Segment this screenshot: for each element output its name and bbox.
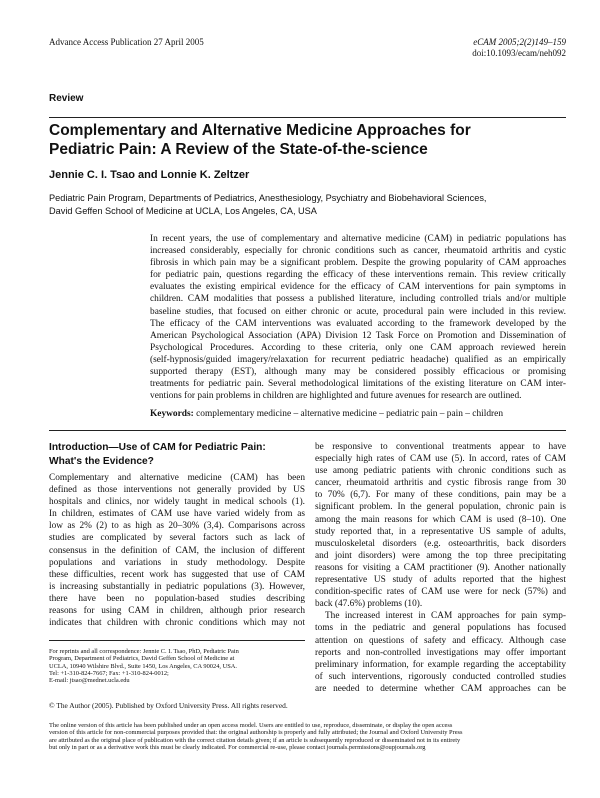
text-line: fibrosis in which pain may be a significant problem. Despite the growing popularity of CAM approaches [150,258,566,269]
text-line: study reported that, in a representative US sample of adults, [315,526,566,537]
text-line: cancer, rheumatoid arthritis and cystic fibrosis range from 30 [315,478,566,489]
text-line: among the main reasons for which CAM is used (8–10). One [315,514,566,525]
text-line: Psychological Procedures. According to these criteria, only one CAM approach reviewed herein [150,342,566,353]
text-line: The increased interest in CAM approaches for pain symp- [325,611,566,622]
text-line: increased considerably, especially for chronic conditions such as cancer, rheumatoid arthritis and cystic [150,246,566,257]
text-line: Tel: +1-310-824-7667; Fax: +1-310-824-0012; [49,669,169,677]
text-line: reasons for using CAM in children, although prior research [49,606,305,617]
keywords [150,409,503,419]
text-line: but only in part or as a derivative work this must be clearly indicated. For commercial re-use, please contact journals.permissions@oupjournals.org [49,743,426,751]
right-column-text [315,441,566,695]
heading-line: Introduction—Use of CAM for Pediatric Pain: [49,442,266,453]
text-line: For reprints and all correspondence: Jennie C. I. Tsao, PhD, Pediatric Pain [49,648,239,655]
authors: Jennie C. I. Tsao and Lonnie K. Zeltzer [49,169,250,181]
text-line: Program, Department of Pediatrics, David Geffen School of Medicine at [49,655,235,663]
keywords-label: Keywords: [150,409,194,419]
footnote-rule [49,640,305,641]
text-line: version of this article for non-commercial purposes provided that: the original authorship is properly and fully attributed; the Journal and Oxford University Press [49,729,463,737]
article-title [49,121,471,159]
text-line: these difficulties, recent work has suggested that use of CAM [49,569,305,580]
citation: eCAM 2005;2(2)149–159 [473,37,566,47]
keywords-text: complementary medicine – alternative medicine – pediatric pain – pain – children [196,409,504,419]
affiliation-line: Pediatric Pain Program, Departments of Pediatrics, Anesthesiology, Psychiatry and Biobehavioral Sciences, [49,193,487,203]
text-line: The efficacy of the CAM interventions was evaluated according to the framework developed by the [150,318,566,329]
text-line: Complementary and alternative medicine (CAM) has been [49,473,305,483]
title-line: Pediatric Pain: A Review of the State-of-the-science [49,141,428,158]
text-line: E-mail: jtsao@mednet.ucla.edu [49,677,130,685]
text-line: representative US study of adults reported that the highest [315,575,566,586]
text-line: reports and non-controlled investigations may offer important [315,647,566,658]
correspondence-footnote [49,648,305,684]
journal-citation [472,37,566,59]
text-line: low as 2% (2) to as high as 20–30% (3,4). Comparisons across [49,521,305,532]
text-line: ventions for pain problems in children are highlighted and future avenues for research are outlined. [150,391,522,402]
text-line: toms in the pediatric and general populations has focused [315,623,566,634]
text-line: The online version of this article has been published under an open access model. Users are entitled to use, reproduce, disseminate, or display the open access [49,722,453,729]
text-line: attention on questions of safety and efficacy. Although case [315,635,566,646]
text-line: children. CAM modalities that possess a published literature, including controlled trials and/or multiple [150,294,566,305]
text-line: (self-hypnosis/guided imagery/relaxation for recurrent pediatric headache) qualified as an empirically [150,354,566,365]
section-label: Review [49,93,84,104]
text-line: baseline studies, that focused on either chronic or acute, procedural pain were included in this review. [150,306,566,317]
affiliation [49,192,486,218]
copyright: © The Author (2005). Published by Oxford University Press. All rights reserved. [49,701,288,710]
text-line: for pediatric pain, questions regarding the efficacy of these interventions remain. This review critically [150,270,566,281]
text-line: treatments for pediatric pain. Several methodological limitations of the existing literature on CAM inter- [150,379,566,390]
text-line: hospitals and clinics, nor widely taught in medical schools (1). [49,497,305,508]
text-line: In recent years, the use of complementary and alternative medicine (CAM) in pediatric populations has [150,234,566,244]
text-line: is increasing substantially in pediatric populations (3). However, [49,581,305,592]
text-line: to 70% (6,7). For many of these conditions, pain may be a [315,490,566,501]
text-line: are attributed as the original place of publication with the correct citation details given; if an article is subsequently reproduced or disseminated not in its entirety [49,736,461,744]
left-column-text [49,472,305,629]
text-line: use among pediatric patients with chronic conditions such as [315,466,566,477]
text-line: condition-specific rates of CAM use were for neck (57%) and [315,587,566,598]
doi[interactable]: doi:10.1093/ecam/neh092 [472,48,566,58]
text-line: UCLA, 10940 Wilshire Blvd., Suite 1450, Los Angeles, CA 90024, USA. [49,662,237,670]
text-line: preliminary information, for example regarding the acceptability [315,659,566,670]
text-line: evaluates the existing empirical evidence for the efficacy of CAM interventions for pain symptoms in [150,282,566,293]
text-line: musculoskeletal disorders (e.g. osteoarthritis, back disorders [315,538,566,549]
text-line: consensus in the definition of CAM, the inclusion of different [49,545,305,556]
title-line: Complementary and Alternative Medicine Approaches for [49,122,471,139]
text-line: especially high rates of CAM use (5). In accord, rates of CAM [315,454,566,465]
text-line: of such interventions, rigorously conducted controlled studies [315,671,566,682]
text-line: there have been no population-based studies describing [49,593,305,604]
affiliation-line: David Geffen School of Medicine at UCLA, Los Angeles, CA, USA [49,206,317,216]
text-line: reasons for visiting a CAM practitioner (9). Another nationally [315,562,566,573]
header-rule [49,117,566,118]
text-line: be responsive to conventional treatments appear to have [315,442,566,452]
text-line: studies are complicated by several factors such as lack of [49,533,305,544]
text-line: American Psychological Association (APA) Division 12 Task Force on Promotion and Dissemination of [150,330,566,341]
heading-line: What's the Evidence? [49,455,154,467]
text-line: indicates that children with chronic conditions which may not [49,618,305,629]
text-line: are needed to determine whether CAM approaches can be [315,683,566,694]
abstract [150,233,566,402]
section-heading-introduction [49,441,266,468]
text-line: back (47.6%) problems (10). [315,599,423,610]
license-notice [49,722,566,751]
abstract-rule [49,430,566,431]
text-line: In children, estimates of CAM use have varied widely from as [49,509,305,520]
publication-date: Advance Access Publication 27 April 2005 [49,37,204,47]
text-line: supported therapy (EST), although many may be considered possibly efficacious or promising [150,367,566,378]
text-line: and joint disorders) were among the top three precipitating [315,550,566,561]
text-line: defined as those interventions not generally provided by US [49,485,305,496]
text-line: populations and variations in study methodology. Despite [49,557,305,568]
text-line: significant problem. In the general population, chronic pain is [315,502,566,513]
